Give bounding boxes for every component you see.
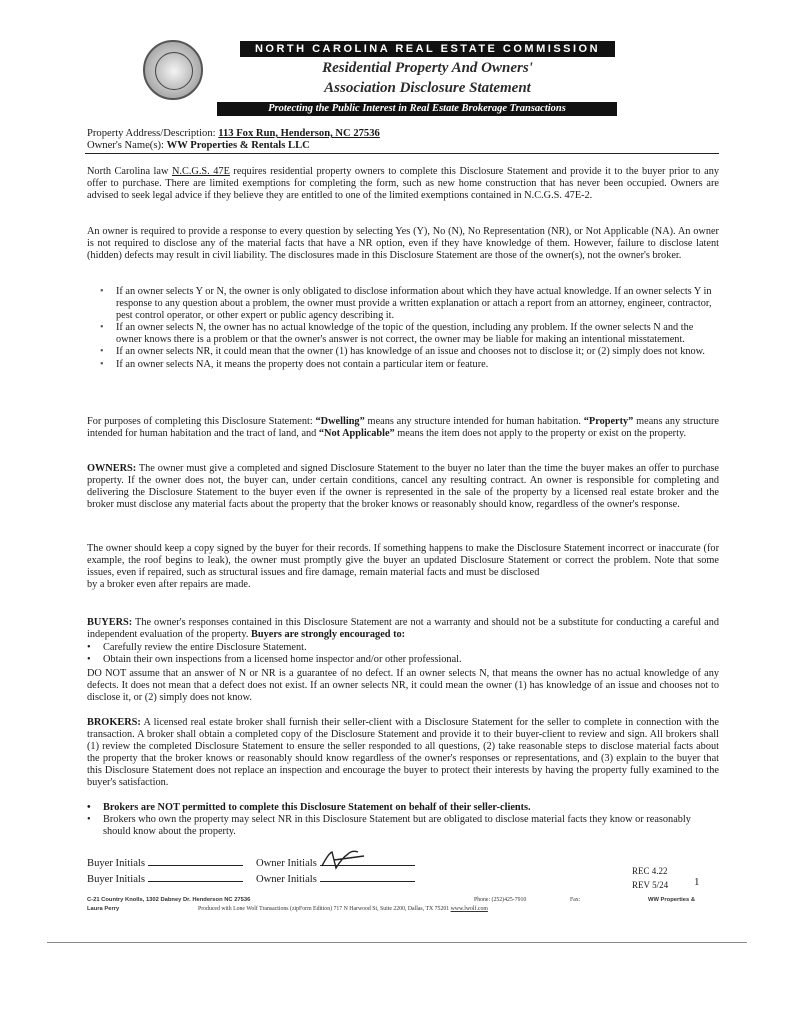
tagline-banner: Protecting the Public Interest in Real Estate Brokerage Transactions [217, 102, 617, 116]
list-item: • Carefully review the entire Disclosure Statement. [87, 642, 707, 654]
property-address-value: 113 Fox Run, Henderson, NC 27536 [218, 128, 380, 139]
buyers-list [87, 642, 707, 666]
brokers-heading: BROKERS: [87, 717, 141, 728]
list-item: • Brokers are NOT permitted to complete this Disclosure Statement on behalf of their seller-clients. [87, 802, 707, 814]
property-address-label: Property Address/Description: [87, 128, 216, 139]
agent-footer: Laura Perry [87, 906, 120, 912]
list-item: • If an owner selects NA, it means the property does not contain a particular item or feature. [100, 359, 720, 371]
buyer-initials-field[interactable] [148, 865, 243, 866]
owners-paragraph: OWNERS: The owner must give a completed and signed Disclosure Statement to the buyer no later than the time the buyer makes an offer to purchase property. If the owner does not, the buyer can, under certain conditions, cancel any resulting contract. An owner is responsible for completing and delivering the Disclosure Statement to the buyer even if the owner is represented in the sale of the property by a licensed real estate broker and the broker must disclose any material facts about the property that the broker knows or reasonably should know, regardless of the owner's response. [87, 463, 719, 511]
divider [85, 153, 719, 154]
statute-link: N.C.G.S. 47E [171, 166, 230, 177]
produced-footer: Produced with Lone Wolf Transactions (zipForm Edition) 717 N Harwood St, Suite 2200, Dallas, TX 75201 www.lwolf.com [198, 906, 488, 912]
form-title-line1: Residential Property And Owners' [322, 60, 533, 76]
owner-initials-label: Owner Initials [255, 874, 317, 885]
buyers-paragraph: BUYERS: The owner's responses contained in this Disclosure Statement are not a warranty and should not be a substitute for conducting a careful and independent evaluation of the property. Buyers are strongly encouraged to: [87, 617, 719, 641]
owner-name-label: Owner's Name(s): [87, 140, 164, 151]
buyers-note-paragraph: DO NOT assume that an answer of N or NR is a guarantee of no defect. If an owner selects N, that means the owner has no actual knowledge of any defects. It does not mean that a defect does not exist. If an owner selects NR, it could mean the owner (1) has knowledge of an issue and chooses not to disclose it, or (2) simply does not know. [87, 668, 719, 704]
property-address-row [87, 128, 380, 139]
form-title-line2: Association Disclosure Statement [324, 80, 531, 96]
list-item: • If an owner selects N, the owner has no actual knowledge of the topic of the question, including any problem. If the owner selects N and the owner knows there is a problem or that the owner's answer is not correct, the owner may be liable for making an intentional misstatement. [100, 322, 720, 346]
commission-name: NORTH CAROLINA REAL ESTATE COMMISSION [240, 41, 615, 57]
owner-footer: WW Properties & [648, 897, 696, 903]
rev-date: REV 5/24 [632, 880, 669, 890]
brokers-list [87, 802, 707, 838]
buyers-heading: BUYERS: [87, 617, 133, 628]
initials-row-2 [87, 874, 415, 885]
fax-footer: Fax: [570, 897, 581, 903]
response-options-list [100, 286, 720, 371]
owner-initials-label: Owner Initials [255, 858, 317, 869]
response-rules-paragraph: An owner is required to provide a response to every question by selecting Yes (Y), No (N), No Representation (NR), or Not Applicable (NA). An owner is not required to disclose any of the material facts that have a NR option, even if they have knowledge of them. However, failure to disclose latent (hidden) defects may result in civil liability. The disclosures made in this Disclosure Statement are those of the owner(s), not the owner's broker. [87, 226, 719, 262]
list-item: • Brokers who own the property may select NR in this Disclosure Statement but are obligated to disclose material facts they know or reasonably should know about the property. [87, 814, 707, 838]
company-footer: C-21 Country Knolls, 1302 Dabney Dr. Henderson NC 27536 [87, 897, 251, 903]
owner-initials-field[interactable] [320, 881, 415, 882]
owner-initials-signature [318, 846, 378, 872]
page-edge-divider [47, 942, 747, 943]
list-item: • If an owner selects NR, it could mean that the owner (1) has knowledge of an issue and chooses not to disclose it; or (2) simply does not know. [100, 346, 720, 358]
owner-name-row [87, 140, 310, 151]
phone-footer: Phone: (252)425-7910 [474, 897, 527, 903]
nc-seal-emblem [143, 40, 203, 100]
buyer-initials-label: Buyer Initials [87, 858, 145, 869]
buyer-initials-field[interactable] [148, 881, 243, 882]
buyer-initials-label: Buyer Initials [87, 874, 145, 885]
owner-name-value: WW Properties & Rentals LLC [166, 140, 310, 151]
list-item: • If an owner selects Y or N, the owner is only obligated to disclose information about which they have actual knowledge. If an owner selects Y in response to any question about a problem, the owner must provide a written explanation or attach a report from an attorney, engineer, contractor, pest control operator, or other expert or public agency describing it. [100, 286, 720, 322]
list-item: • Obtain their own inspections from a licensed home inspector and/or other professional. [87, 654, 707, 666]
brokers-paragraph: BROKERS: A licensed real estate broker shall furnish their seller-client with a Disclosure Statement for the seller to complete in connection with the transaction. A broker shall obtain a completed copy of the Disclosure Statement and provide it to their buyer-client to review and sign. All brokers shall (1) review the completed Disclosure Statement to ensure the seller responded to all questions, (2) take reasonable steps to disclose material facts about the property that the broker knows or reasonably should know regardless of the owner's responses or representations, and (3) explain to the buyer that this Disclosure Statement does not replace an inspection and encourage the buyer to protect their interests by having the property fully examined to the buyer's satisfaction. [87, 717, 719, 789]
owners-copy-paragraph: The owner should keep a copy signed by the buyer for their records. If something happens to make the Disclosure Statement incorrect or inaccurate (for example, the roof begins to leak), the owner must promptly give the buyer an updated Disclosure Statement or correct the problem. Note that some issues, even if repaired, such as structural issues and fire damage, remain material facts and must be disclosed by a broker even after repairs are made. [87, 543, 719, 591]
page-number: 1 [694, 876, 700, 888]
intro-paragraph: North Carolina law N.C.G.S. 47E requires residential property owners to complete this Disclosure Statement and provide it to the buyer prior to any offer to purchase. There are limited exemptions for completing the form, such as new home construction that has never been occupied. Owners are advised to seek legal advice if they believe they are entitled to one of the limited exemptions contained in N.C.G.S. 47E-2. [87, 166, 719, 202]
rec-code: REC 4.22 [632, 866, 668, 876]
website-link[interactable]: www.lwolf.com [450, 906, 488, 912]
owners-heading: OWNERS: [87, 463, 137, 474]
definitions-paragraph: For purposes of completing this Disclosure Statement: “Dwelling” means any structure intended for human habitation. “Property” means any structure intended for human habitation and the tract of land, and “Not Applicable” means the item does not apply to the property or exist on the property. [87, 416, 719, 440]
